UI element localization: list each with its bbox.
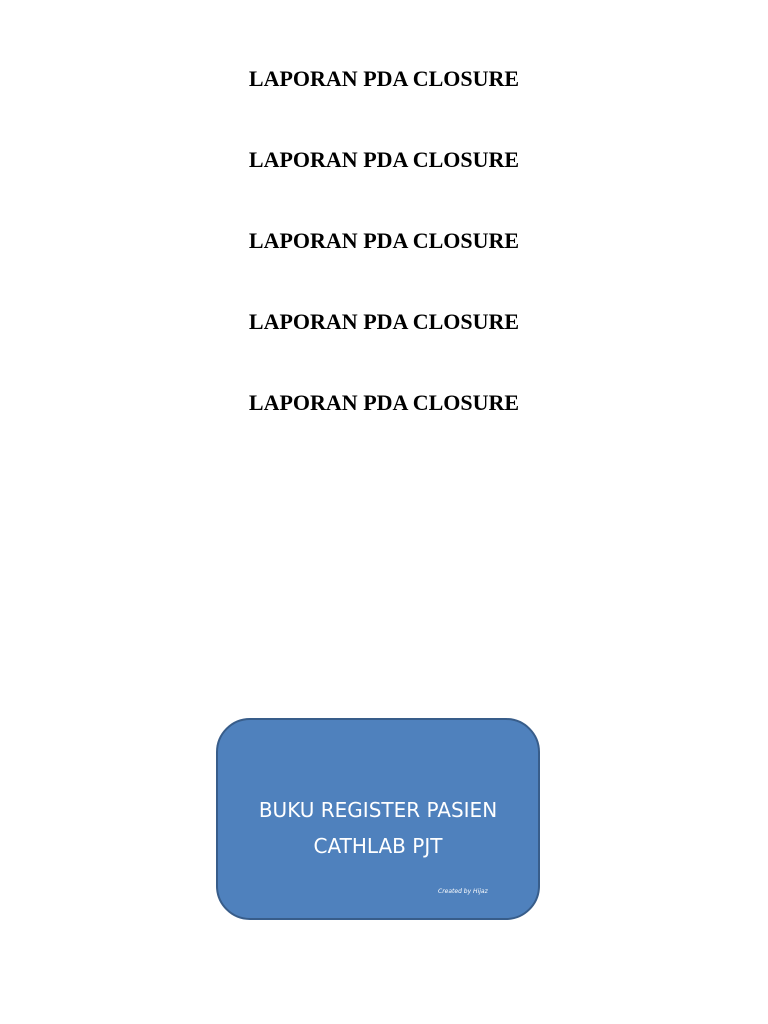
report-heading: LAPORAN PDA CLOSURE [248,66,520,91]
creator-credit: Created by Hijaz [438,888,488,895]
register-title-line-2: CATHLAB PJT [313,834,443,858]
report-heading: LAPORAN PDA CLOSURE [248,147,520,172]
report-heading: LAPORAN PDA CLOSURE [248,228,520,253]
register-title [218,792,538,864]
register-title-line-1: BUKU REGISTER PASIEN [258,798,498,822]
register-cover-box [216,718,540,920]
report-heading: LAPORAN PDA CLOSURE [248,309,520,334]
report-heading-list [0,64,768,469]
report-heading: LAPORAN PDA CLOSURE [248,390,520,415]
